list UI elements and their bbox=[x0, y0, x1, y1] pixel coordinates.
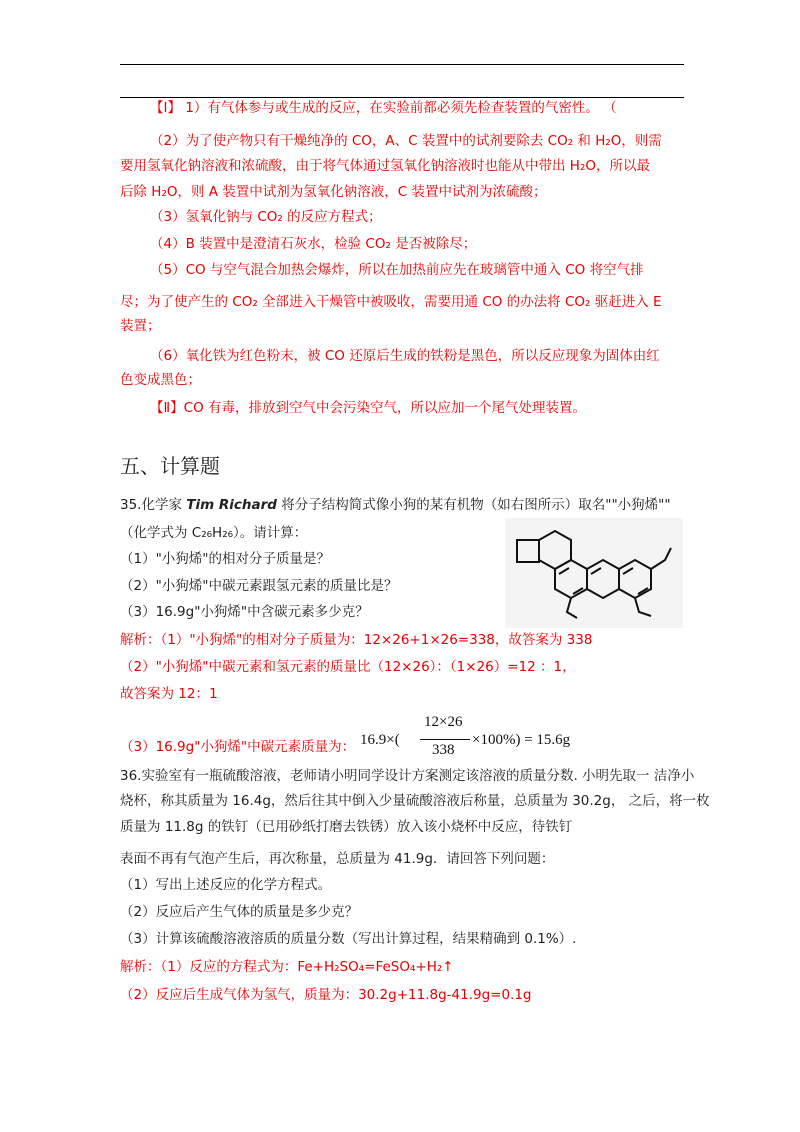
header-rule-top bbox=[120, 64, 684, 65]
q35-line-1 bbox=[120, 495, 671, 515]
answer-line-9: 装置； bbox=[120, 318, 161, 334]
answer-line-1: 【Ⅰ】 1）有气体参与或生成的反应，在实验前都必须先检查装置的气密性。 （ bbox=[150, 100, 617, 116]
q35-answer-2: （2）"小狗烯"中碳元素和氢元素的质量比（12×26）：（1×26）=12 ：1， bbox=[120, 659, 576, 675]
answer-line-11: 色变成黑色； bbox=[120, 372, 201, 388]
q36-line-4: 表面不再有气泡产生后，再次称量，总质量为 41.9g．请回答下列问题： bbox=[120, 851, 555, 867]
answer-line-12: 【Ⅱ】CO 有毒，排放到空气中会污染空气，所以应加一个尾气处理装置。 bbox=[150, 400, 586, 416]
q35-prefix: 35.化学家 bbox=[120, 497, 187, 513]
q35-answer-4: （3）16.9g"小狗烯"中碳元素质量为： bbox=[120, 739, 356, 755]
molecule-structure-figure bbox=[505, 518, 683, 628]
answer-line-7: （5）CO 与空气混合加热会爆炸，所以在加热前应先在玻璃管中通入 CO 将空气排 bbox=[150, 262, 644, 278]
formula-fraction-bar bbox=[420, 739, 470, 740]
q35-line-4: （2）"小狗烯"中碳元素跟氢元素的质量比是？ bbox=[120, 578, 398, 594]
q36-line-5: （1）写出上述反应的化学方程式。 bbox=[120, 877, 332, 893]
answer-line-4: 后除 H₂O，则 A 装置中试剂为氢氧化钠溶液，C 装置中试剂为浓硫酸； bbox=[120, 184, 547, 200]
answer-line-10: （6）氧化铁为红色粉末，被 CO 还原后生成的铁粉是黑色，所以反应现象为固体由红 bbox=[150, 348, 660, 364]
answer-line-8: 尽；为了使产生的 CO₂ 全部进入干燥管中被吸收，需要用通 CO 的办法将 CO₂ 驱赶进入 E bbox=[120, 294, 662, 310]
q35-line-2: （化学式为 C₂₆H₂₆）。请计算： bbox=[120, 525, 308, 541]
formula-numerator: 12×26 bbox=[424, 714, 463, 730]
section-title: 五、计算题 bbox=[120, 454, 220, 478]
q35-answer-1: 解析：（1）"小狗烯"的相对分子质量为：12×26+1×26=338，故答案为 338 bbox=[120, 632, 593, 648]
answer-line-3: 要用氢氧化钠溶液和浓硫酸，由于将气体通过氢氧化钠溶液时也能从中带出 H₂O，所以最 bbox=[120, 158, 650, 174]
q35-line-3: （1）"小狗烯"的相对分子质量是？ bbox=[120, 551, 331, 567]
q35-chemist-name: Tim Richard bbox=[186, 497, 277, 513]
q36-line-7: （3）计算该硫酸溶液溶质的质量分数（写出计算过程，结果精确到 0.1%）. bbox=[120, 931, 577, 947]
answer-line-6: （4）B 装置中是澄清石灰水，检验 CO₂ 是否被除尽； bbox=[150, 236, 477, 252]
q35-suffix: 将分子结构简式像小狗的某有机物（如右图所示）取名""小狗烯"" bbox=[276, 497, 671, 513]
q36-line-1: 36.实验室有一瓶硫酸溶液，老师请小明同学设计方案测定该溶液的质量分数. 小明先取一 洁净小 bbox=[120, 768, 695, 784]
q36-answer-2: （2）反应后生成气体为氢气，质量为：30.2g+11.8g-41.9g=0.1g bbox=[120, 987, 532, 1003]
formula-denominator: 338 bbox=[432, 742, 455, 758]
answer-line-2: （2）为了使产物只有干燥纯净的 CO，A、C 装置中的试剂要除去 CO₂ 和 H₂O，则需 bbox=[150, 133, 662, 149]
formula-right: ×100%) = 15.6g bbox=[472, 732, 571, 748]
q36-line-6: （2）反应后产生气体的质量是多少克？ bbox=[120, 904, 359, 920]
q35-answer-3: 故答案为 12：1 bbox=[120, 686, 218, 702]
q36-answer-1: 解析：（1）反应的方程式为：Fe+H₂SO₄=FeSO₄+H₂↑ bbox=[120, 959, 454, 975]
q35-line-5: （3）16.9g"小狗烯"中含碳元素多少克？ bbox=[120, 604, 369, 620]
formula-left: 16.9×( bbox=[360, 732, 400, 748]
q36-line-3: 质量为 11.8g 的铁钉（已用砂纸打磨去铁锈）放入该小烧杯中反应，待铁钉 bbox=[120, 819, 573, 835]
q36-line-2: 烧杯，称其质量为 16.4g，然后往其中倒入少量硫酸溶液后称量，总质量为 30.2g， 之后，将一枚 bbox=[120, 793, 710, 809]
answer-line-5: （3）氢氧化钠与 CO₂ 的反应方程式； bbox=[150, 209, 382, 225]
